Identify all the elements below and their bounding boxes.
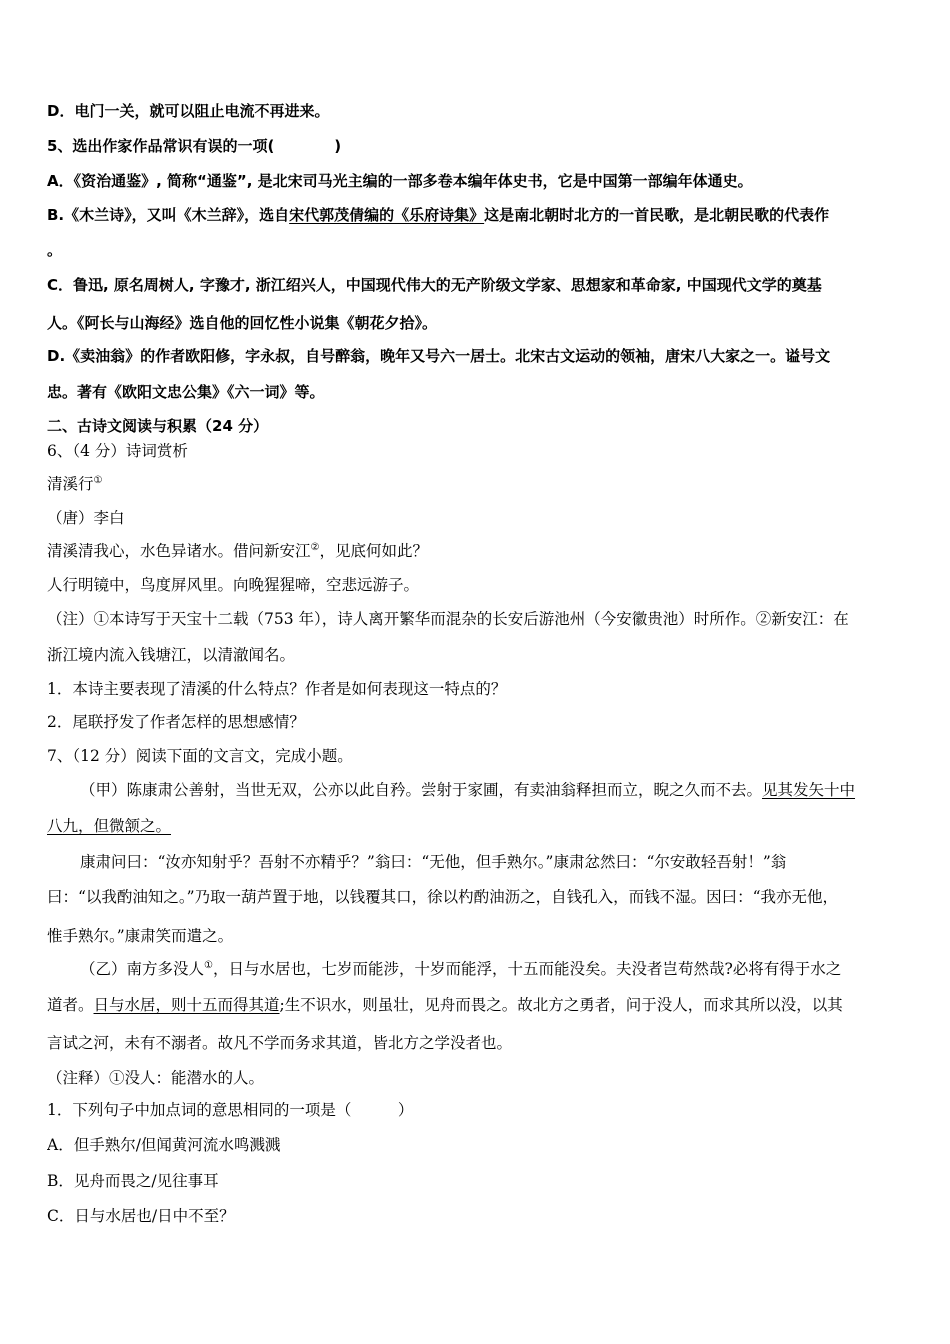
question-7-stem: 7、（12 分）阅读下面的文言文，完成小题。 xyxy=(47,747,353,765)
question-5-option-a: A．《资治通鉴》, 简称“通鉴”, 是北宋司马光主编的一部多卷本编年体史书，它是中国第一部编年体通史。 xyxy=(47,172,753,190)
poem-line-1-a: 清溪清我心，水色异诸水。借问新安江 xyxy=(47,542,311,560)
question-6-stem: 6、（4 分）诗词赏析 xyxy=(47,442,188,460)
poem-line-1-b: ，见底何如此？ xyxy=(319,542,428,560)
poem-note: （注）①本诗写于天宝十二载（753 年），诗人离开繁华而混杂的长安后游池州（今安徽贵池）时所作。②新安江：在 xyxy=(47,610,849,628)
question-5-stem: 5、选出作家作品常识有误的一项( ) xyxy=(47,137,342,155)
question-5-option-b xyxy=(47,205,907,225)
option-b-text-1: B.《木兰诗》，又叫《木兰辞》，选自 xyxy=(47,206,290,224)
passage-yi-para-1-cont-2: 言试之河，未有不溺者。故凡不学而务求其道，皆北方之学没者也。 xyxy=(47,1034,513,1052)
question-5-option-d: D.《卖油翁》的作者欧阳修，字永叔，自号醉翁，晚年又号六一居士。北宋古文运动的领袖，唐宋八大家之一。谥号文 xyxy=(47,347,831,365)
poem-title xyxy=(47,474,907,494)
poem-author: （唐）李白 xyxy=(47,509,125,527)
poem-line-2: 人行明镜中，鸟度屏风里。向晚猩猩啼，空悲远游子。 xyxy=(47,576,420,594)
poem-line-1 xyxy=(47,541,907,561)
passage-jia-underlined-1: 见其发矢十中 xyxy=(762,781,856,799)
passage-yi-text-1: （乙）南方多没人 xyxy=(80,960,205,978)
option-b-underlined: 宋代郭茂倩编的《乐府诗集》 xyxy=(289,206,485,224)
passage-jia-text: （甲）陈康肃公善射，当世无双，公亦以此自矜。尝射于家圃，有卖油翁释担而立，睨之久而不去。 xyxy=(80,781,763,799)
passage-yi-note-mark: ① xyxy=(204,959,213,971)
passage-jia-para-2-cont-1: 曰：“以我酌油知之。”乃取一葫芦置于地，以钱覆其口，徐以杓酌油沥之，自钱孔入，而钱不湿。因曰：“我亦无他， xyxy=(47,888,839,906)
passage-yi-para-1 xyxy=(80,959,907,979)
passage-yi-underlined: 日与水居，则十五而得其道 xyxy=(93,996,280,1014)
question-5-option-c-cont: 人。《阿长与山海经》选自他的回忆性小说集《朝花夕拾》。 xyxy=(47,314,438,332)
poem-note-cont: 浙江境内流入钱塘江，以清澈闻名。 xyxy=(47,646,296,664)
question-7-sub-1-option-c: C．日与水居也/日中不至？ xyxy=(47,1207,235,1225)
section-2-heading: 二、古诗文阅读与积累（24 分） xyxy=(47,417,269,435)
question-6-sub-1: 1．本诗主要表现了清溪的什么特点？作者是如何表现这一特点的？ xyxy=(47,680,507,698)
passage-jia-para-2-cont-2: 惟手熟尔。”康肃笑而遣之。 xyxy=(47,927,234,945)
passage-jia-para-2: 康肃问曰：“汝亦知射乎？吾射不亦精乎？”翁曰：“无他，但手熟尔。”康肃忿然曰：“尔安敢轻吾射！”翁 xyxy=(80,853,787,871)
passage-yi-para-1-cont-1 xyxy=(47,995,907,1015)
poem-title-text: 清溪行 xyxy=(47,475,94,493)
poem-line-1-note-mark: ② xyxy=(310,541,320,553)
question-5-option-c: C．鲁迅, 原名周树人, 字豫才, 浙江绍兴人，中国现代伟大的无产阶级文学家、思想家和革命家, 中国现代文学的奠基 xyxy=(47,276,822,294)
passage-yi-text-4: ;生不识水，则虽壮，见舟而畏之。故北方之勇者，问于没人，而求其所以没，以其 xyxy=(279,996,843,1014)
passage-yi-text-2: ，日与水居也，七岁而能涉，十岁而能浮，十五而能没矣。夫没者岂苟然哉?必将有得于水之 xyxy=(212,960,842,978)
question-7-sub-1: 1．下列句子中加点词的意思相同的一项是（ ） xyxy=(47,1101,414,1119)
option-b-text-2: 这是南北朝时北方的一首民歌，是北朝民歌的代表作 xyxy=(484,206,830,224)
passage-jia-underlined-2: 八九，但微颔之。 xyxy=(47,817,172,835)
poem-title-note-mark: ① xyxy=(93,474,103,486)
question-6-sub-2: 2．尾联抒发了作者怎样的思想感情？ xyxy=(47,713,305,731)
passage-jia-para-1 xyxy=(80,780,907,800)
option-d-previous: D．电门一关，就可以阻止电流不再进来。 xyxy=(47,102,330,120)
question-5-option-b-cont: 。 xyxy=(47,241,63,259)
passage-yi-note: （注释）①没人：能潜水的人。 xyxy=(47,1069,265,1087)
question-7-sub-1-option-a: A．但手熟尔/但闻黄河流水鸣溅溅 xyxy=(47,1136,281,1154)
passage-yi-text-3: 道者。 xyxy=(47,996,94,1014)
question-7-sub-1-option-b: B．见舟而畏之/见往事耳 xyxy=(47,1172,219,1190)
question-5-option-d-cont: 忠。著有《欧阳文忠公集》《六一词》等。 xyxy=(47,383,325,401)
